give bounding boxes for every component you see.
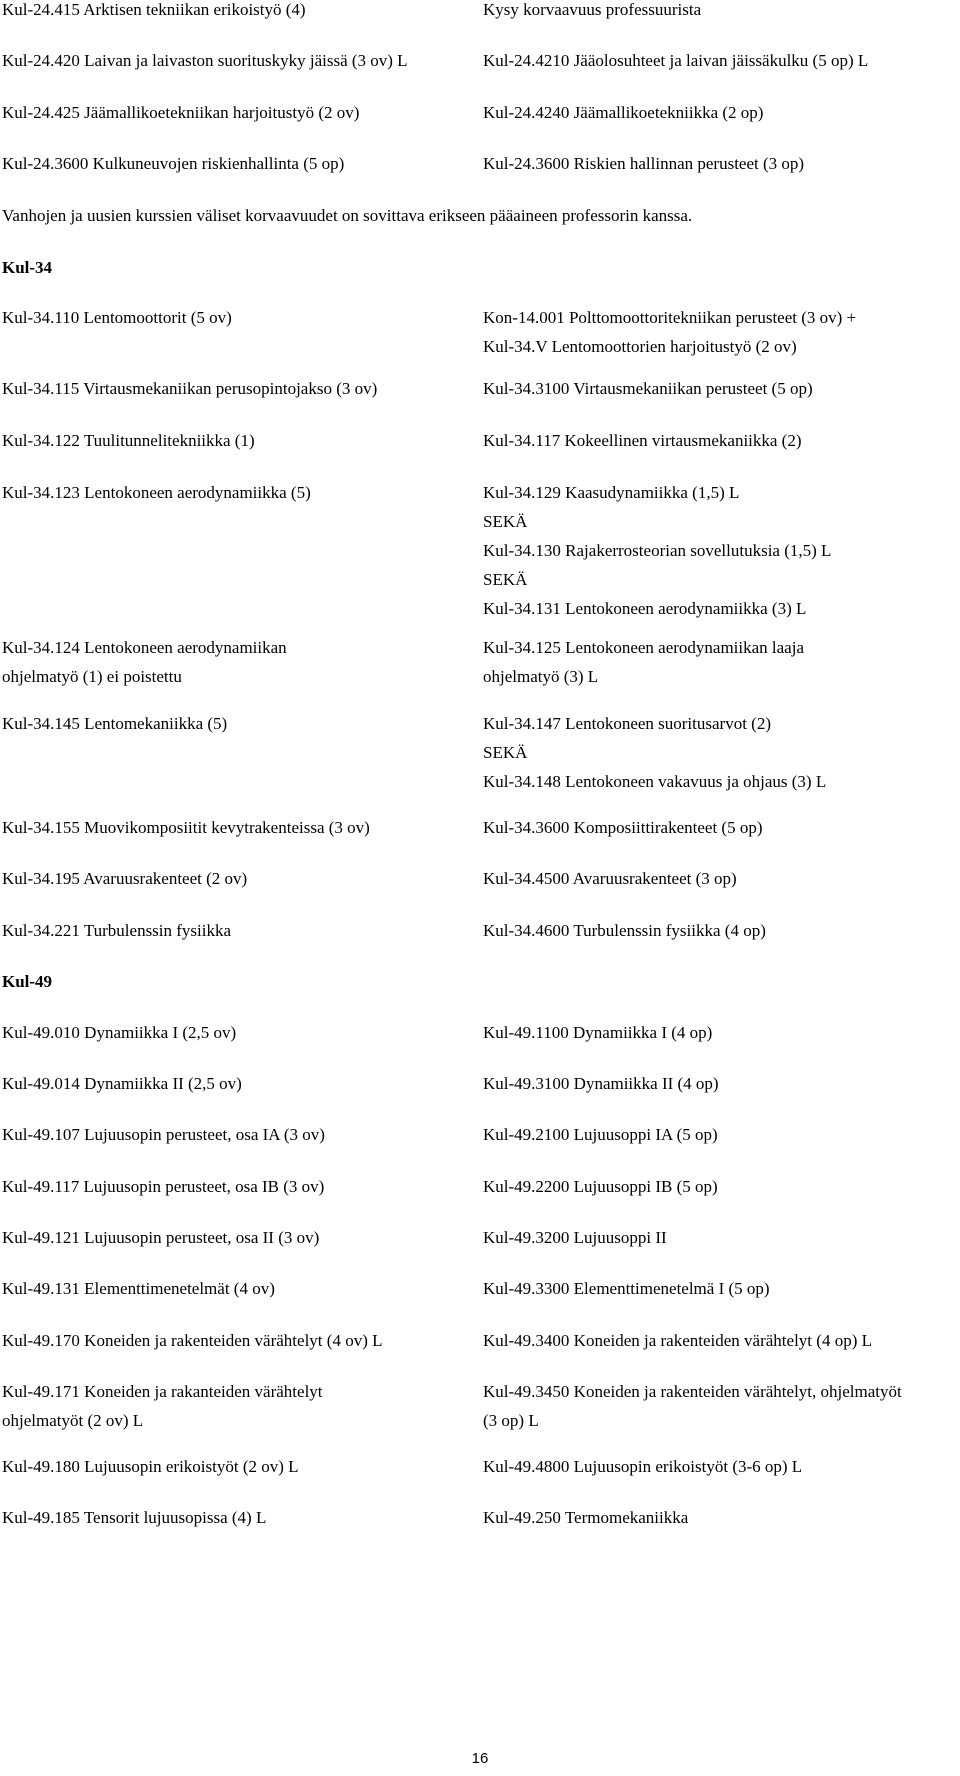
old-course-line: Kul-49.010 Dynamiikka I (2,5 ov)	[2, 1023, 237, 1042]
old-course-line: Kul-49.131 Elementtimenetelmät (4 ov)	[2, 1279, 275, 1298]
replacement-course	[483, 374, 958, 403]
replacement-course-line: Kul-34.4500 Avaruusrakenteet (3 op)	[483, 869, 737, 888]
old-course	[2, 46, 472, 75]
old-course-line: Kul-34.155 Muovikomposiitit kevytrakenteissa (3 ov)	[2, 818, 370, 837]
old-course	[2, 98, 472, 127]
section-heading-kul-34: Kul-34	[2, 258, 53, 277]
replacement-course-line: Kul-34.130 Rajakerrosteorian sovellutuksia (1,5) L	[483, 541, 832, 560]
replacement-course-line: (3 op) L	[483, 1411, 539, 1430]
replacement-course	[483, 633, 958, 691]
old-course	[2, 1452, 472, 1481]
replacement-course-line: Kul-24.4240 Jäämallikoetekniikka (2 op)	[483, 103, 764, 122]
replacement-course-line: Kysy korvaavuus professuurista	[483, 0, 702, 19]
old-course-line: Kul-49.121 Lujuusopin perusteet, osa II (3 ov)	[2, 1228, 320, 1247]
old-course-line: Kul-49.117 Lujuusopin perusteet, osa IB (3 ov)	[2, 1177, 325, 1196]
replacement-course	[483, 0, 958, 24]
replacement-course-line: SEKÄ	[483, 512, 528, 531]
replacement-course-line: SEKÄ	[483, 743, 528, 762]
replacement-course	[483, 1274, 958, 1303]
old-course	[2, 1172, 472, 1201]
old-course	[2, 1377, 472, 1435]
old-course	[2, 1223, 472, 1252]
replacement-course	[483, 478, 958, 623]
replacement-course-line: Kul-24.3600 Riskien hallinnan perusteet (3 op)	[483, 154, 805, 173]
old-course	[2, 916, 472, 945]
replacement-course-line: Kul-34.129 Kaasudynamiikka (1,5) L	[483, 483, 740, 502]
replacement-course	[483, 426, 958, 455]
section-heading-kul-49: Kul-49	[2, 972, 53, 991]
old-course-line: Kul-34.124 Lentokoneen aerodynamiikan	[2, 638, 287, 657]
replacement-course	[483, 1326, 958, 1355]
replacement-course-line: Kul-49.3450 Koneiden ja rakenteiden värähtelyt, ohjelmatyöt	[483, 1382, 902, 1401]
old-course-line: Kul-34.110 Lentomoottorit (5 ov)	[2, 308, 232, 327]
old-course	[2, 813, 472, 842]
replacement-course-line: Kul-34.131 Lentokoneen aerodynamiikka (3) L	[483, 599, 807, 618]
old-course-line: Kul-24.3600 Kulkuneuvojen riskienhallinta (5 op)	[2, 154, 345, 173]
replacement-course	[483, 98, 958, 127]
replacement-course-line: Kul-49.3300 Elementtimenetelmä I (5 op)	[483, 1279, 770, 1298]
old-course-line: Kul-49.171 Koneiden ja rakanteiden värähtelyt	[2, 1382, 323, 1401]
old-course	[2, 303, 472, 332]
replacement-course-line: Kul-49.3100 Dynamiikka II (4 op)	[483, 1074, 719, 1093]
old-course-line: Kul-34.122 Tuulitunnelitekniikka (1)	[2, 431, 255, 450]
old-course	[2, 149, 472, 178]
replacement-course	[483, 1452, 958, 1481]
replacement-course	[483, 864, 958, 893]
replacement-course-line: ohjelmatyö (3) L	[483, 667, 599, 686]
old-course	[2, 478, 472, 507]
old-course	[2, 1069, 472, 1098]
replacement-course-line: Kul-49.1100 Dynamiikka I (4 op)	[483, 1023, 713, 1042]
replacement-course	[483, 1223, 958, 1252]
old-course-line: Kul-49.107 Lujuusopin perusteet, osa IA (3 ov)	[2, 1125, 325, 1144]
replacement-course	[483, 303, 958, 361]
old-course	[2, 0, 472, 24]
replacement-course-line: Kul-49.2100 Lujuusoppi IA (5 op)	[483, 1125, 718, 1144]
replacement-course-line: Kul-49.3200 Lujuusoppi II	[483, 1228, 667, 1247]
replacement-course-line: Kul-34.148 Lentokoneen vakavuus ja ohjaus (3) L	[483, 772, 827, 791]
old-course-line: Kul-49.014 Dynamiikka II (2,5 ov)	[2, 1074, 242, 1093]
old-course	[2, 1503, 472, 1532]
replacement-course-line: Kul-34.V Lentomoottorien harjoitustyö (2 ov)	[483, 337, 797, 356]
page-number: 16	[471, 1750, 489, 1767]
old-course	[2, 633, 472, 691]
replacement-course-line: Kul-49.3400 Koneiden ja rakenteiden värähtelyt (4 op) L	[483, 1331, 872, 1350]
replacement-course	[483, 149, 958, 178]
replacement-course	[483, 709, 958, 796]
replacement-course	[483, 1069, 958, 1098]
old-course	[2, 1120, 472, 1149]
old-course	[2, 374, 472, 403]
replacement-course-line: Kul-34.3100 Virtausmekaniikan perusteet (5 op)	[483, 379, 813, 398]
replacement-course-line: Kul-24.4210 Jääolosuhteet ja laivan jäissäkulku (5 op) L	[483, 51, 869, 70]
old-course	[2, 1326, 472, 1355]
replacement-course	[483, 1503, 958, 1532]
replacement-course	[483, 1120, 958, 1149]
replacement-course	[483, 1018, 958, 1047]
old-course-line: Kul-24.425 Jäämallikoetekniikan harjoitustyö (2 ov)	[2, 103, 360, 122]
old-course	[2, 1018, 472, 1047]
old-course-line: Kul-49.185 Tensorit lujuusopissa (4) L	[2, 1508, 267, 1527]
replacement-course-line: Kul-34.117 Kokeellinen virtausmekaniikka (2)	[483, 431, 802, 450]
old-course	[2, 426, 472, 455]
old-course-line: Kul-49.170 Koneiden ja rakenteiden värähtelyt (4 ov) L	[2, 1331, 383, 1350]
old-course	[2, 864, 472, 893]
replacement-course-line: Kul-49.4800 Lujuusopin erikoistyöt (3-6 op) L	[483, 1457, 803, 1476]
replacement-course	[483, 813, 958, 842]
replacement-course-line: Kul-49.250 Termomekaniikka	[483, 1508, 689, 1527]
old-course-line: Kul-24.420 Laivan ja laivaston suorituskyky jäissä (3 ov) L	[2, 51, 408, 70]
old-course-line: Kul-34.115 Virtausmekaniikan perusopintojakso (3 ov)	[2, 379, 378, 398]
replacement-course-line: Kon-14.001 Polttomoottoritekniikan perusteet (3 ov) +	[483, 308, 857, 327]
old-course-line: ohjelmatyö (1) ei poistettu	[2, 667, 182, 686]
equivalence-note: Vanhojen ja uusien kurssien väliset korvaavuudet on sovittava erikseen pääaineen professorin kanssa.	[2, 206, 693, 225]
old-course-line: Kul-34.221 Turbulenssin fysiikka	[2, 921, 232, 940]
old-course-line: Kul-34.145 Lentomekaniikka (5)	[2, 714, 228, 733]
replacement-course	[483, 1172, 958, 1201]
old-course-line: ohjelmatyöt (2 ov) L	[2, 1411, 144, 1430]
replacement-course-line: Kul-34.125 Lentokoneen aerodynamiikan laaja	[483, 638, 804, 657]
replacement-course-line: Kul-34.147 Lentokoneen suoritusarvot (2)	[483, 714, 771, 733]
replacement-course-line: Kul-49.2200 Lujuusoppi IB (5 op)	[483, 1177, 718, 1196]
replacement-course-line: SEKÄ	[483, 570, 528, 589]
old-course-line: Kul-34.195 Avaruusrakenteet (2 ov)	[2, 869, 248, 888]
replacement-course-line: Kul-34.4600 Turbulenssin fysiikka (4 op)	[483, 921, 766, 940]
old-course-line: Kul-49.180 Lujuusopin erikoistyöt (2 ov) L	[2, 1457, 299, 1476]
old-course	[2, 1274, 472, 1303]
replacement-course-line: Kul-34.3600 Komposiittirakenteet (5 op)	[483, 818, 763, 837]
old-course-line: Kul-24.415 Arktisen tekniikan erikoistyö (4)	[2, 0, 306, 19]
replacement-course	[483, 1377, 958, 1435]
old-course-line: Kul-34.123 Lentokoneen aerodynamiikka (5)	[2, 483, 311, 502]
replacement-course	[483, 46, 958, 75]
replacement-course	[483, 916, 958, 945]
old-course	[2, 709, 472, 738]
